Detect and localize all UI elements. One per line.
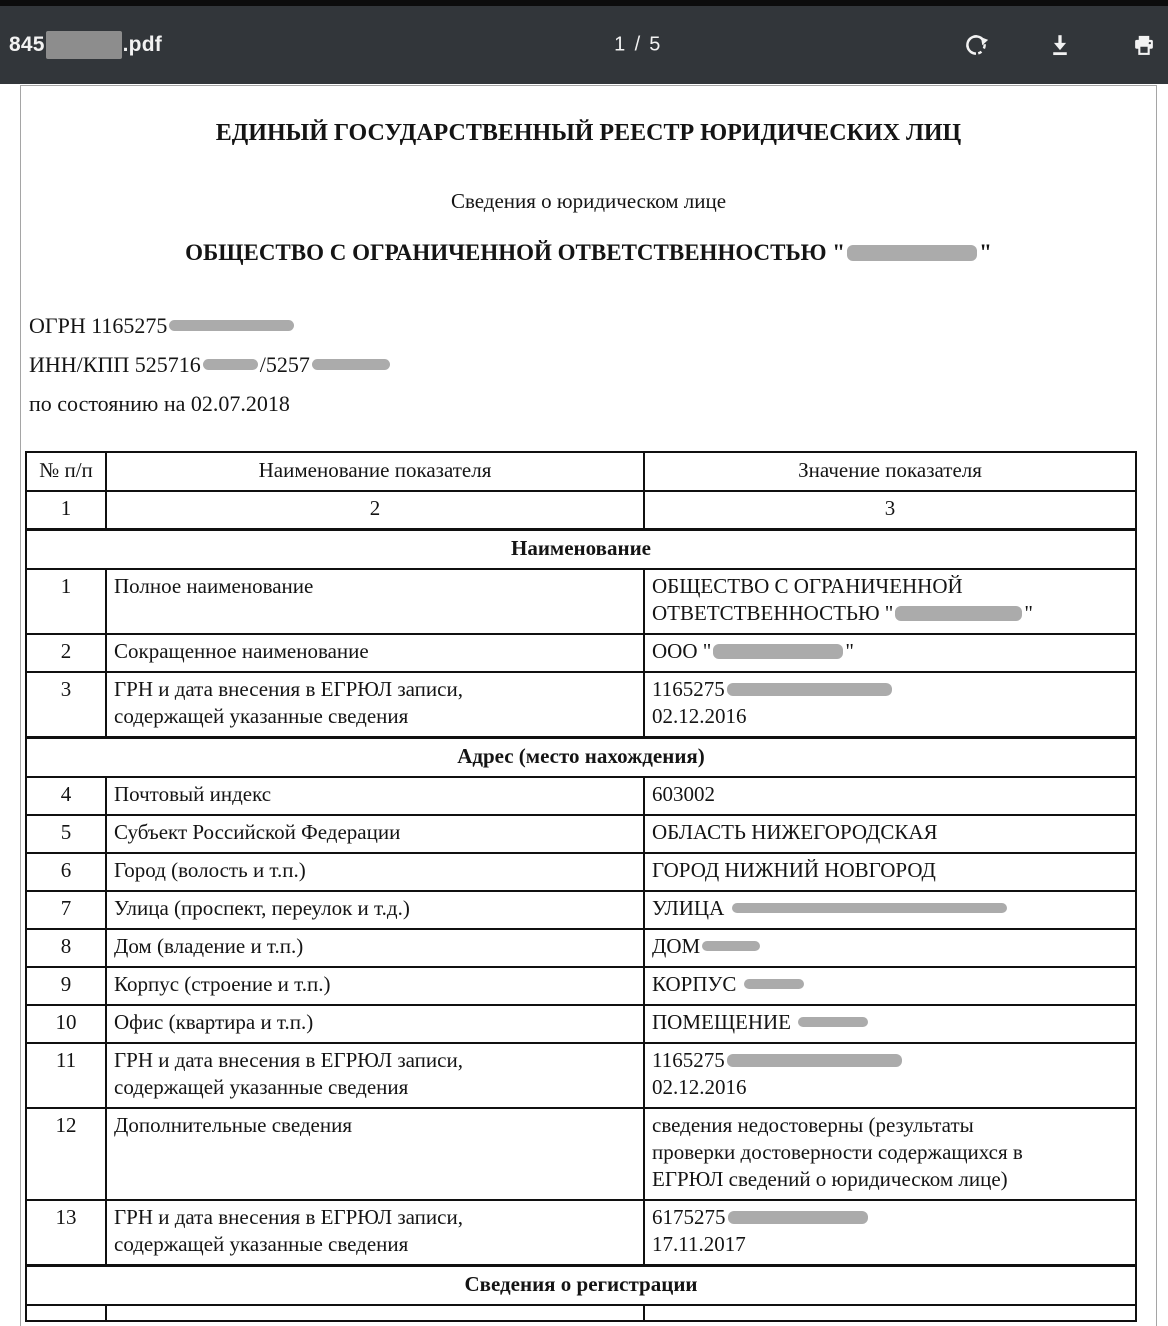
company-suffix: "	[979, 240, 992, 265]
inn-text: ИНН/КПП 525716	[29, 352, 201, 377]
column-number-row	[26, 491, 1136, 530]
print-icon	[1130, 31, 1158, 59]
indicator-value	[644, 1200, 1136, 1266]
table-row	[26, 777, 1136, 815]
section-row	[26, 1266, 1136, 1306]
name-line: ГРН и дата внесения в ЕГРЮЛ записи,	[114, 677, 463, 701]
col-number-2: 2	[106, 491, 644, 530]
pdf-toolbar	[0, 6, 1168, 84]
value-text: 02.12.2016	[652, 1075, 747, 1099]
rotate-icon	[962, 31, 990, 59]
page-indicator	[614, 34, 661, 57]
redaction-bar	[713, 644, 843, 659]
filename-extension: .pdf	[122, 33, 162, 56]
value-line	[652, 933, 1128, 960]
as-of-date-line: по состоянию на 02.07.2018	[29, 391, 290, 416]
value-text: УЛИЦА	[652, 896, 730, 920]
name-line: содержащей указанные сведения	[114, 704, 409, 728]
indicator-name	[106, 634, 644, 672]
document-title: ЕДИНЫЙ ГОСУДАРСТВЕННЫЙ РЕЕСТР ЮРИДИЧЕСКИХ ЛИЦ	[215, 120, 962, 146]
indicator-value	[644, 672, 1136, 738]
row-number: 3	[26, 672, 106, 738]
table-row	[26, 672, 1136, 738]
row-number: 5	[26, 815, 106, 853]
stub-cell	[644, 1305, 1136, 1321]
name-line: Дополнительные сведения	[114, 1113, 353, 1137]
value-text: 1165275	[652, 677, 725, 701]
value-line	[652, 857, 1128, 884]
indicator-name	[106, 929, 644, 967]
table-row	[26, 815, 1136, 853]
value-text: КОРПУС	[652, 972, 742, 996]
value-line	[652, 573, 1128, 600]
value-text: ДОМ	[652, 934, 701, 958]
ogrn-line	[29, 306, 1156, 345]
page-separator: /	[634, 33, 641, 56]
name-line: содержащей указанные сведения	[114, 1075, 409, 1099]
indicator-value	[644, 891, 1136, 929]
value-line	[652, 1166, 1128, 1193]
indicator-name	[106, 1108, 644, 1200]
value-text: проверки достоверности содержащихся в	[652, 1140, 1023, 1164]
row-number: 13	[26, 1200, 106, 1266]
name-line: Корпус (строение и т.п.)	[114, 972, 331, 996]
value-line	[652, 703, 1128, 730]
value-line	[652, 676, 1128, 703]
table-row	[26, 569, 1136, 634]
indicator-value	[644, 1043, 1136, 1108]
indicator-value	[644, 815, 1136, 853]
value-line	[652, 1231, 1128, 1258]
kpp-redaction	[312, 359, 390, 370]
value-text: ЕГРЮЛ сведений о юридическом лице)	[652, 1167, 1008, 1191]
row-number: 12	[26, 1108, 106, 1200]
stub-cell	[26, 1305, 106, 1321]
value-line	[652, 600, 1128, 627]
indicator-value	[644, 967, 1136, 1005]
table-row	[26, 1043, 1136, 1108]
value-line	[652, 1047, 1128, 1074]
value-text: ОТВЕТСТВЕННОСТЬЮ "	[652, 601, 894, 625]
stub-cell	[106, 1305, 644, 1321]
kpp-text: /5257	[259, 352, 310, 377]
indicator-value	[644, 929, 1136, 967]
section-row	[26, 738, 1136, 778]
value-text: сведения недостоверны (результаты	[652, 1113, 974, 1137]
name-line: Почтовый индекс	[114, 782, 272, 806]
value-text: 17.11.2017	[652, 1232, 746, 1256]
company-redaction	[847, 245, 977, 261]
row-number: 9	[26, 967, 106, 1005]
filename-prefix: 845	[9, 33, 45, 56]
name-line: ГРН и дата внесения в ЕГРЮЛ записи,	[114, 1205, 463, 1229]
value-line	[652, 1139, 1128, 1166]
indicator-value	[644, 1005, 1136, 1043]
pdf-filename	[0, 31, 162, 59]
redaction-bar	[895, 606, 1022, 621]
ogrn-redaction	[169, 320, 294, 331]
table-row	[26, 634, 1136, 672]
row-number: 8	[26, 929, 106, 967]
name-line: содержащей указанные сведения	[114, 1232, 409, 1256]
row-number: 11	[26, 1043, 106, 1108]
col-number-3: 3	[644, 491, 1136, 530]
name-line: Улица (проспект, переулок и т.д.)	[114, 896, 410, 920]
name-line: Город (волость и т.п.)	[114, 858, 306, 882]
download-button[interactable]	[1036, 21, 1084, 69]
indicator-value	[644, 569, 1136, 634]
col-header-num: № п/п	[26, 452, 106, 491]
redaction-bar	[727, 683, 892, 696]
value-text: ОБЛАСТЬ НИЖЕГОРОДСКАЯ	[652, 820, 938, 844]
value-line	[652, 1009, 1128, 1036]
value-text: ОБЩЕСТВО С ОГРАНИЧЕННОЙ	[652, 574, 963, 598]
inn-kpp-line	[29, 345, 1156, 384]
table-row	[26, 1200, 1136, 1266]
section-title: Наименование	[26, 530, 1136, 570]
indicator-name	[106, 815, 644, 853]
indicator-name	[106, 1043, 644, 1108]
indicator-value	[644, 634, 1136, 672]
document-subtitle: Сведения о юридическом лице	[450, 189, 727, 213]
partial-next-row	[26, 1305, 1136, 1321]
value-line	[652, 971, 1128, 998]
print-button[interactable]	[1120, 21, 1168, 69]
value-line	[652, 895, 1128, 922]
value-text: ГОРОД НИЖНИЙ НОВГОРОД	[652, 858, 936, 882]
name-line: Дом (владение и т.п.)	[114, 934, 304, 958]
redaction-bar	[702, 941, 760, 951]
value-text: "	[1024, 601, 1033, 625]
indicator-value	[644, 777, 1136, 815]
indicator-value	[644, 853, 1136, 891]
total-pages: 5	[649, 33, 661, 56]
indicator-name	[106, 1005, 644, 1043]
table-row	[26, 853, 1136, 891]
redaction-bar	[727, 1054, 902, 1067]
row-number: 6	[26, 853, 106, 891]
filename-redaction	[46, 31, 122, 59]
row-number: 7	[26, 891, 106, 929]
section-title: Сведения о регистрации	[26, 1266, 1136, 1306]
row-number: 2	[26, 634, 106, 672]
table-row	[26, 891, 1136, 929]
indicator-name	[106, 777, 644, 815]
document-page	[20, 85, 1157, 1326]
table-row	[26, 1005, 1136, 1043]
row-number: 10	[26, 1005, 106, 1043]
registration-info-block	[29, 306, 1156, 423]
toolbar-actions	[952, 6, 1168, 84]
table-row	[26, 929, 1136, 967]
table-row	[26, 967, 1136, 1005]
indicator-name	[106, 1200, 644, 1266]
current-page-input[interactable]: 1	[614, 33, 626, 56]
pdf-viewport[interactable]	[0, 84, 1168, 1324]
redaction-bar	[744, 979, 804, 989]
indicator-value	[644, 1108, 1136, 1200]
section-title: Адрес (место нахождения)	[26, 738, 1136, 778]
inn-redaction	[203, 359, 258, 370]
row-number: 1	[26, 569, 106, 634]
value-text: 1165275	[652, 1048, 725, 1072]
value-text: 6175275	[652, 1205, 726, 1229]
table-row	[26, 1108, 1136, 1200]
name-line: ГРН и дата внесения в ЕГРЮЛ записи,	[114, 1048, 463, 1072]
value-line	[652, 819, 1128, 846]
value-text: ООО "	[652, 639, 712, 663]
value-line	[652, 781, 1128, 808]
col-header-value: Значение показателя	[644, 452, 1136, 491]
value-text: 02.12.2016	[652, 704, 747, 728]
redaction-bar	[732, 903, 1007, 913]
indicator-name	[106, 672, 644, 738]
company-prefix: ОБЩЕСТВО С ОГРАНИЧЕННОЙ ОТВЕТСТВЕННОСТЬЮ "	[185, 240, 846, 265]
value-line	[652, 1204, 1128, 1231]
download-icon	[1046, 31, 1074, 59]
value-text: ПОМЕЩЕНИЕ	[652, 1010, 797, 1034]
ogrn-text: ОГРН 1165275	[29, 313, 168, 338]
indicator-name	[106, 891, 644, 929]
egrul-table	[25, 451, 1137, 1322]
rotate-button[interactable]	[952, 21, 1000, 69]
indicator-name	[106, 967, 644, 1005]
value-line	[652, 1074, 1128, 1101]
table-header-row	[26, 452, 1136, 491]
name-line: Сокращенное наименование	[114, 639, 369, 663]
name-line: Полное наименование	[114, 574, 314, 598]
value-text: 603002	[652, 782, 715, 806]
row-number: 4	[26, 777, 106, 815]
col-header-name: Наименование показателя	[106, 452, 644, 491]
redaction-bar	[798, 1017, 868, 1027]
redaction-bar	[728, 1211, 868, 1224]
company-name-line	[21, 240, 1156, 266]
value-line	[652, 638, 1128, 665]
indicator-name	[106, 569, 644, 634]
section-row	[26, 530, 1136, 570]
value-line	[652, 1112, 1128, 1139]
name-line: Субъект Российской Федерации	[114, 820, 401, 844]
name-line: Офис (квартира и т.п.)	[114, 1010, 314, 1034]
col-number-1: 1	[26, 491, 106, 530]
value-text: "	[845, 639, 854, 663]
indicator-name	[106, 853, 644, 891]
